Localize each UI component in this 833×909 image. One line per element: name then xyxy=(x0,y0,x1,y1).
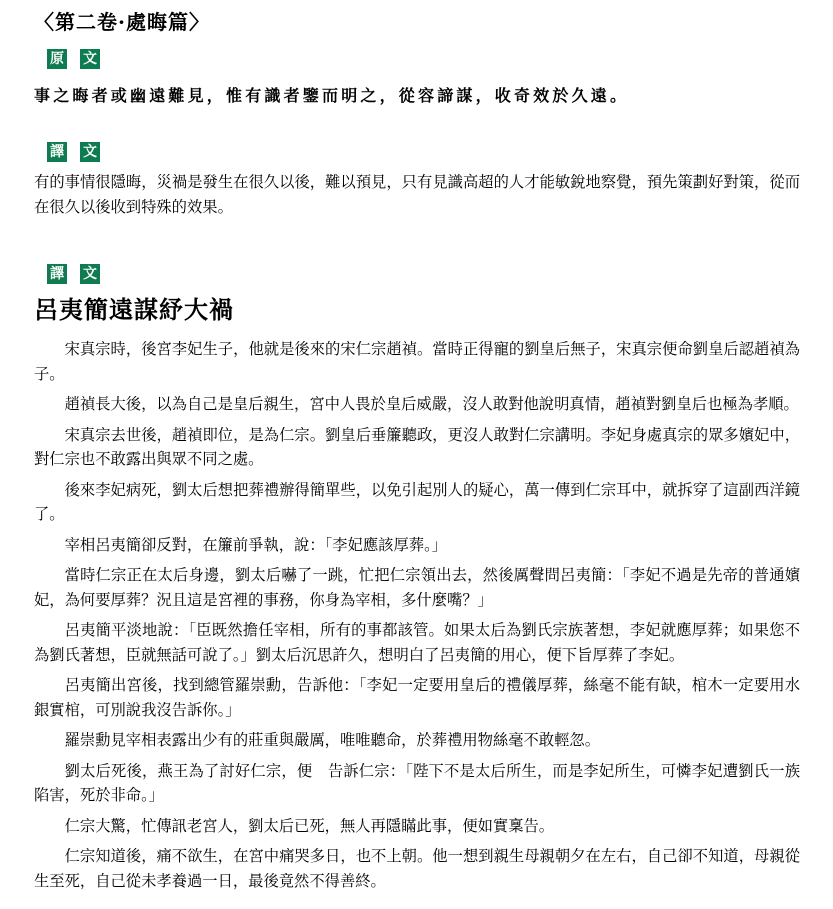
story-heading: 呂夷簡遠謀紓大禍 xyxy=(34,295,234,324)
story-paragraph: 仁宗知道後，痛不欲生，在宮中痛哭多日，也不上朝。他一想到親生母親朝夕在左右，自己卻不知道，母親從生至死，自己從未孝養過一日，最後竟然不得善終。 xyxy=(34,847,800,890)
story-paragraph: 劉太后死後，燕王為了討好仁宗，便 告訴仁宗：「陛下不是太后所生，而是李妃所生，可憐李妃遭劉氏一族陷害，死於非命。」 xyxy=(34,761,800,804)
badge-yi-2: 譯 xyxy=(47,264,67,284)
original-classical-text: 事之晦者或幽遠難見，惟有識者鑒而明之，從容諦謀，收奇效於久遠。 xyxy=(34,86,630,105)
original-text-label xyxy=(47,49,800,69)
story-paragraph: 宋真宗去世後，趙禎即位，是為仁宗。劉皇后垂簾聽政，更沒人敢對仁宗講明。李妃身處真宗的眾多嬪妃中，對仁宗也不敢露出與眾不同之處。 xyxy=(34,425,800,468)
badge-wen-translation-2: 文 xyxy=(80,264,100,284)
story-paragraph: 仁宗大驚，忙傳訊老宮人，劉太后已死，無人再隱瞞此事，便如實稟告。 xyxy=(64,816,555,835)
translation-text-label xyxy=(47,142,800,162)
badge-yi-1: 譯 xyxy=(47,142,67,162)
story-paragraph: 羅崇勳見宰相表露出少有的莊重與嚴厲，唯唯聽命，於葬禮用物絲毫不敢輕忽。 xyxy=(64,731,600,749)
translation-text: 有的事情很隱晦，災禍是發生在很久以後，難以預見，只有見識高超的人才能敏銳地察覺，預先策劃好對策，從而在很久以後收到特殊的效果。 xyxy=(34,173,800,216)
badge-yuan: 原 xyxy=(47,49,67,69)
story-paragraph: 趙禎長大後，以為自己是皇后親生，宮中人畏於皇后威嚴，沒人敢對他說明真情，趙禎對劉皇后也極為孝順。 xyxy=(64,395,799,413)
story-paragraph: 宋真宗時，後宮李妃生子，他就是後來的宋仁宗趙禎。當時正得寵的劉皇后無子，宋真宗便命劉皇后認趙禎為子。 xyxy=(34,340,800,383)
badge-wen-translation-1: 文 xyxy=(80,142,100,162)
story-paragraph: 呂夷簡出宮後，找到總管羅崇勳，告訴他：「李妃一定要用皇后的禮儀厚葬，絲毫不能有缺，棺木一定要用水銀實棺，可別說我沒告訴你。」 xyxy=(34,676,800,719)
badge-wen-original: 文 xyxy=(80,49,100,69)
story-paragraph: 當時仁宗正在太后身邊，劉太后嚇了一跳，忙把仁宗領出去，然後厲聲問呂夷簡：「李妃不過是先帝的普通嬪妃，為何要厚葬？況且這是宮裡的事務，你身為宰相，多什麼嘴？」 xyxy=(34,566,800,609)
story-translation-label xyxy=(47,264,800,284)
story-body xyxy=(34,337,800,893)
story-paragraph: 宰相呂夷簡卻反對，在簾前爭執，說：「李妃應該厚葬。」 xyxy=(64,535,448,554)
chapter-title: 〈第二卷·處晦篇〉 xyxy=(34,10,210,34)
story-paragraph: 呂夷簡平淡地說：「臣既然擔任宰相，所有的事都該管。如果太后為劉氏宗族著想，李妃就應厚葬；如果您不為劉氏著想，臣就無話可說了。」劉太后沉思許久，想明白了呂夷簡的用心，便下旨厚葬了李妃。 xyxy=(34,621,800,664)
story-paragraph: 後來李妃病死，劉太后想把葬禮辦得簡單些，以免引起別人的疑心，萬一傳到仁宗耳中，就拆穿了這副西洋鏡了。 xyxy=(34,480,800,523)
